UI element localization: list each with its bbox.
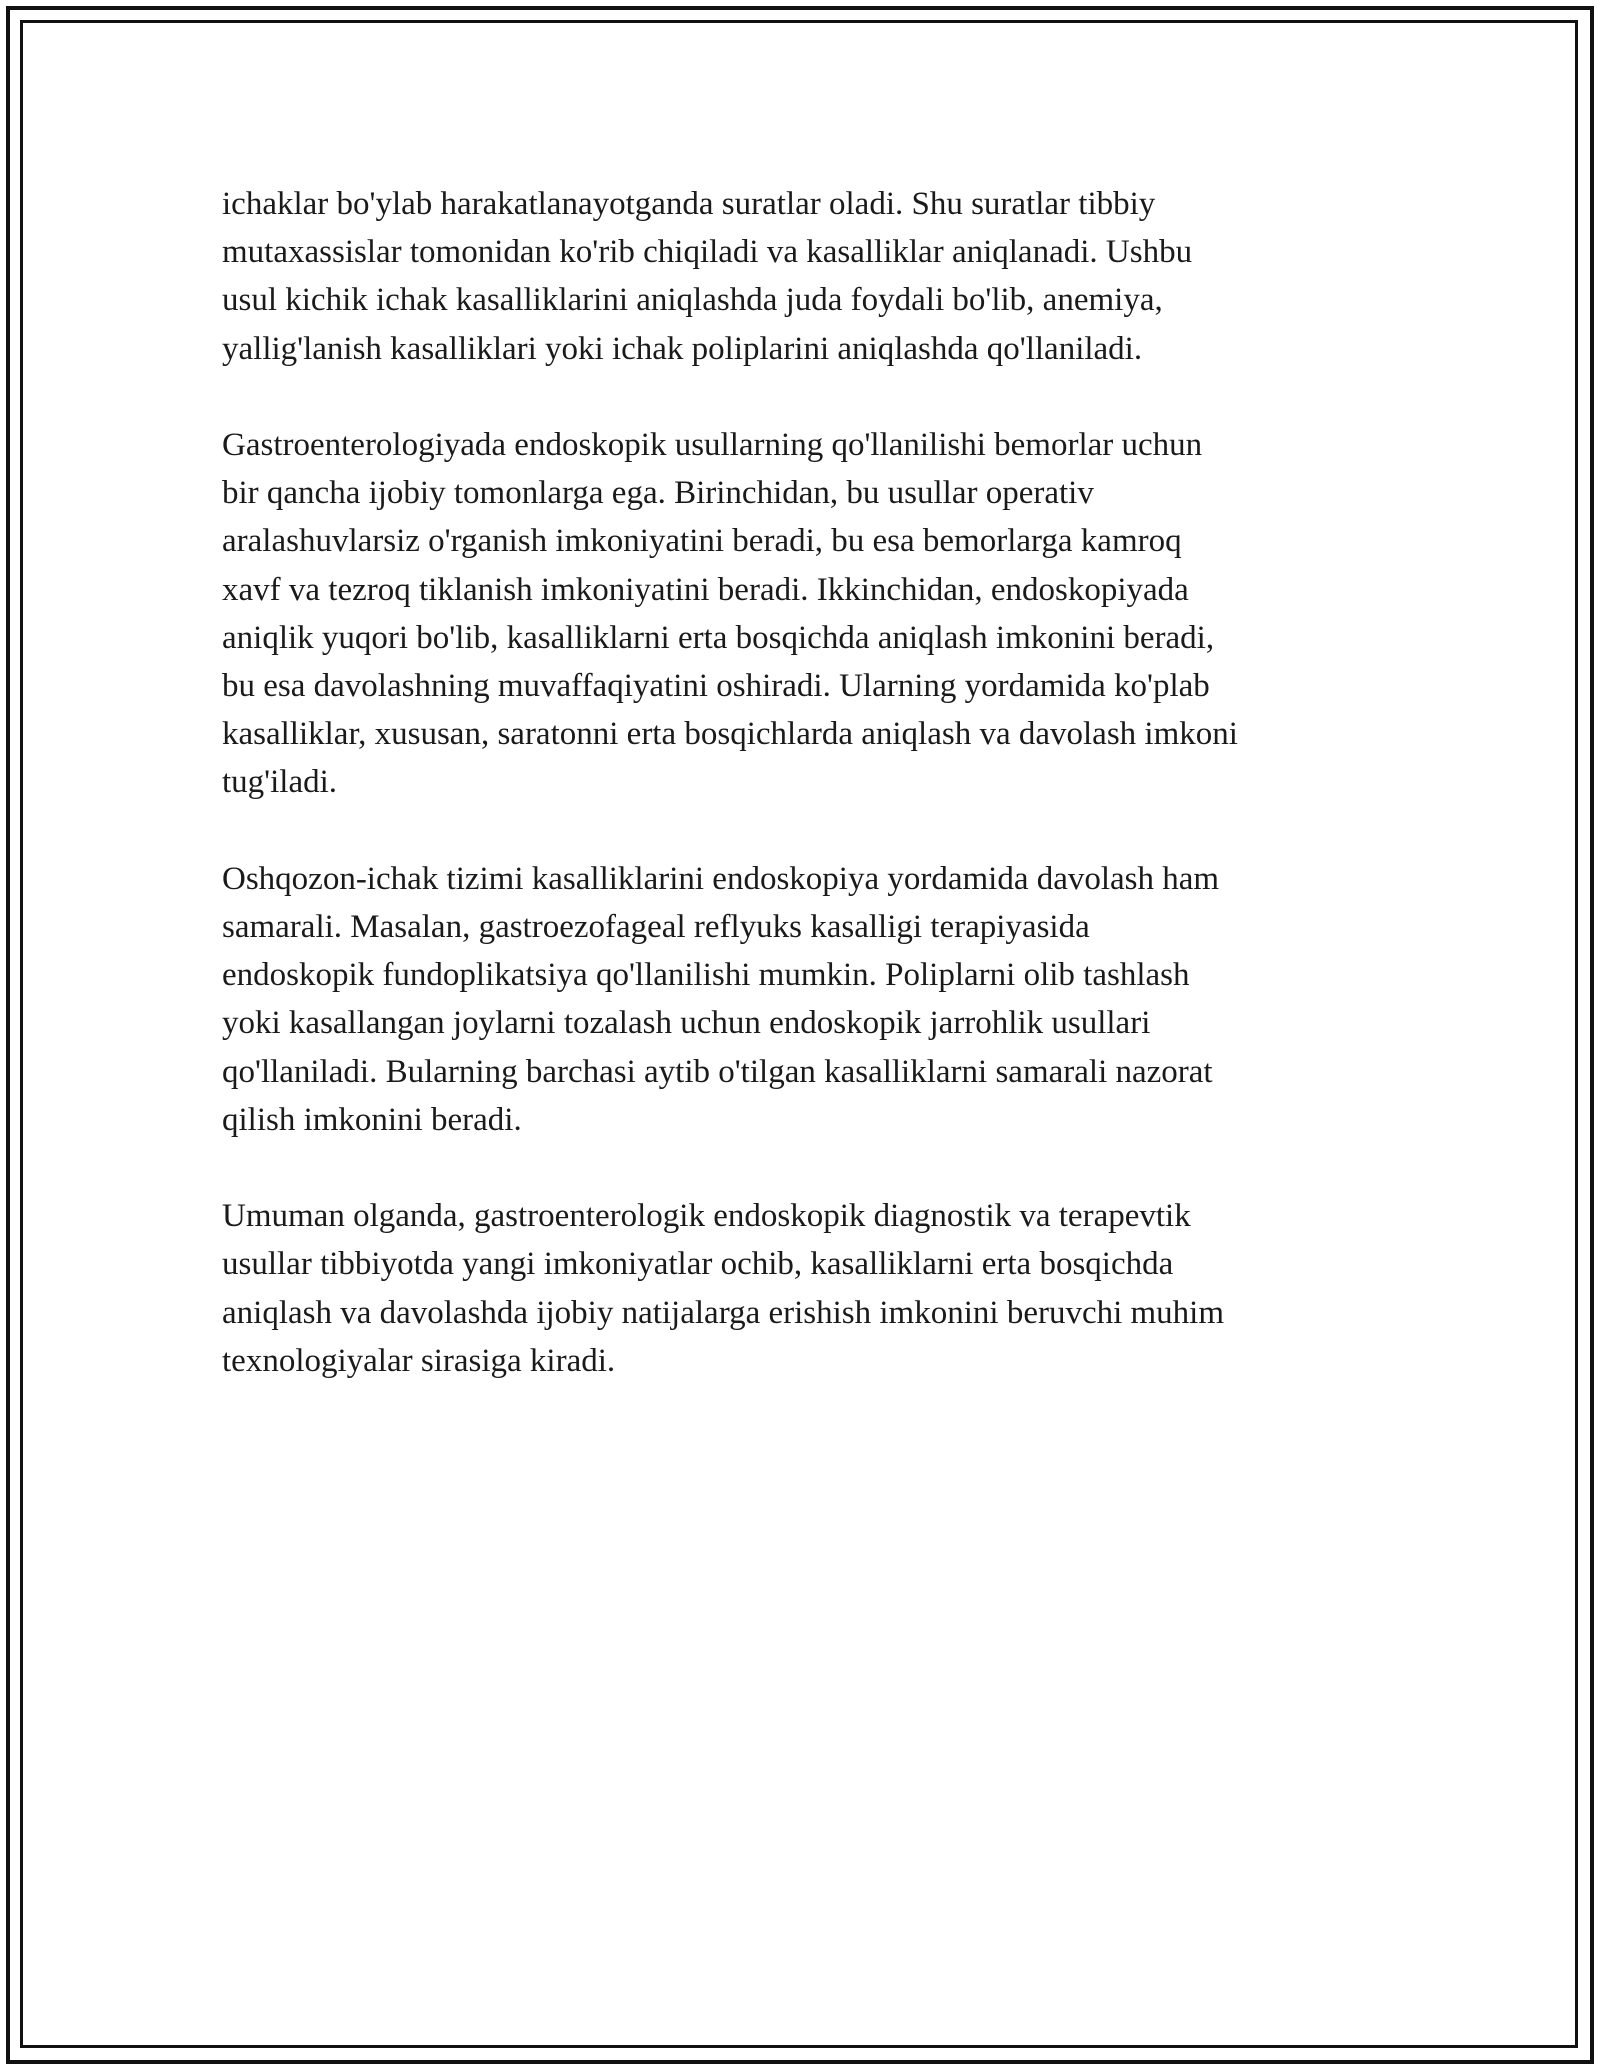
text-line: yoki kasallangan joylarni tozalash uchun endoskopik jarrohlik usullari — [222, 1005, 1151, 1042]
text-line: yallig'lanish kasalliklari yoki ichak poliplarini aniqlashda qo'llaniladi. — [222, 330, 1143, 367]
text-line: endoskopik fundoplikatsiya qo'llanilishi mumkin. Poliplarni olib tashlash — [222, 957, 1190, 994]
text-line: aniqlash va davolashda ijobiy natijalarga erishish imkonini beruvchi muhim — [222, 1294, 1225, 1331]
text-line: texnologiyalar sirasiga kiradi. — [222, 1342, 616, 1379]
text-line: usullar tibbiyotda yangi imkoniyatlar ochib, kasalliklarni erta bosqichda — [222, 1246, 1174, 1283]
text-line: bu esa davolashning muvaffaqiyatini oshiradi. Ularning yordamida ko'plab — [222, 668, 1210, 705]
text-line: ichaklar bo'ylab harakatlanayotganda suratlar oladi. Shu suratlar tibbiy — [222, 186, 1156, 222]
text-line: aniqlik yuqori bo'lib, kasalliklarni erta bosqichda aniqlash imkonini beradi, — [222, 619, 1215, 656]
text-line: usul kichik ichak kasalliklarini aniqlashda juda foydali bo'lib, anemiya, — [222, 282, 1163, 319]
paragraph-1 — [222, 180, 1382, 373]
text-line: bir qancha ijobiy tomonlarga ega. Birinchidan, bu usullar operativ — [222, 475, 1094, 512]
text-line: qilish imkonini beradi. — [222, 1101, 522, 1138]
text-line: aralashuvlarsiz o'rganish imkoniyatini beradi, bu esa bemorlarga kamroq — [222, 523, 1182, 560]
text-line: mutaxassislar tomonidan ko'rib chiqiladi va kasalliklar aniqlanadi. Ushbu — [222, 234, 1193, 271]
text-line: Oshqozon-ichak tizimi kasalliklarini endoskopiya yordamida davolash ham — [222, 860, 1220, 897]
text-line: qo'llaniladi. Bularning barchasi aytib o'tilgan kasalliklarni samarali nazorat — [222, 1053, 1213, 1090]
text-line: Gastroenterologiyada endoskopik usullarning qo'llanilishi bemorlar uchun — [222, 427, 1203, 463]
paragraph-2 — [222, 421, 1382, 807]
text-line: samarali. Masalan, gastroezofageal reflyuks kasalligi terapiyasida — [222, 909, 1090, 946]
paragraph-3 — [222, 855, 1382, 1144]
text-line: tug'iladi. — [222, 764, 338, 801]
document-body — [222, 180, 1382, 1433]
text-line: kasalliklar, xususan, saratonni erta bosqichlarda aniqlash va davolash imkoni — [222, 716, 1238, 753]
text-line: Umuman olganda, gastroenterologik endoskopik diagnostik va terapevtik — [222, 1198, 1191, 1235]
paragraph-4 — [222, 1192, 1382, 1385]
text-line: xavf va tezroq tiklanish imkoniyatini beradi. Ikkinchidan, endoskopiyada — [222, 571, 1189, 608]
